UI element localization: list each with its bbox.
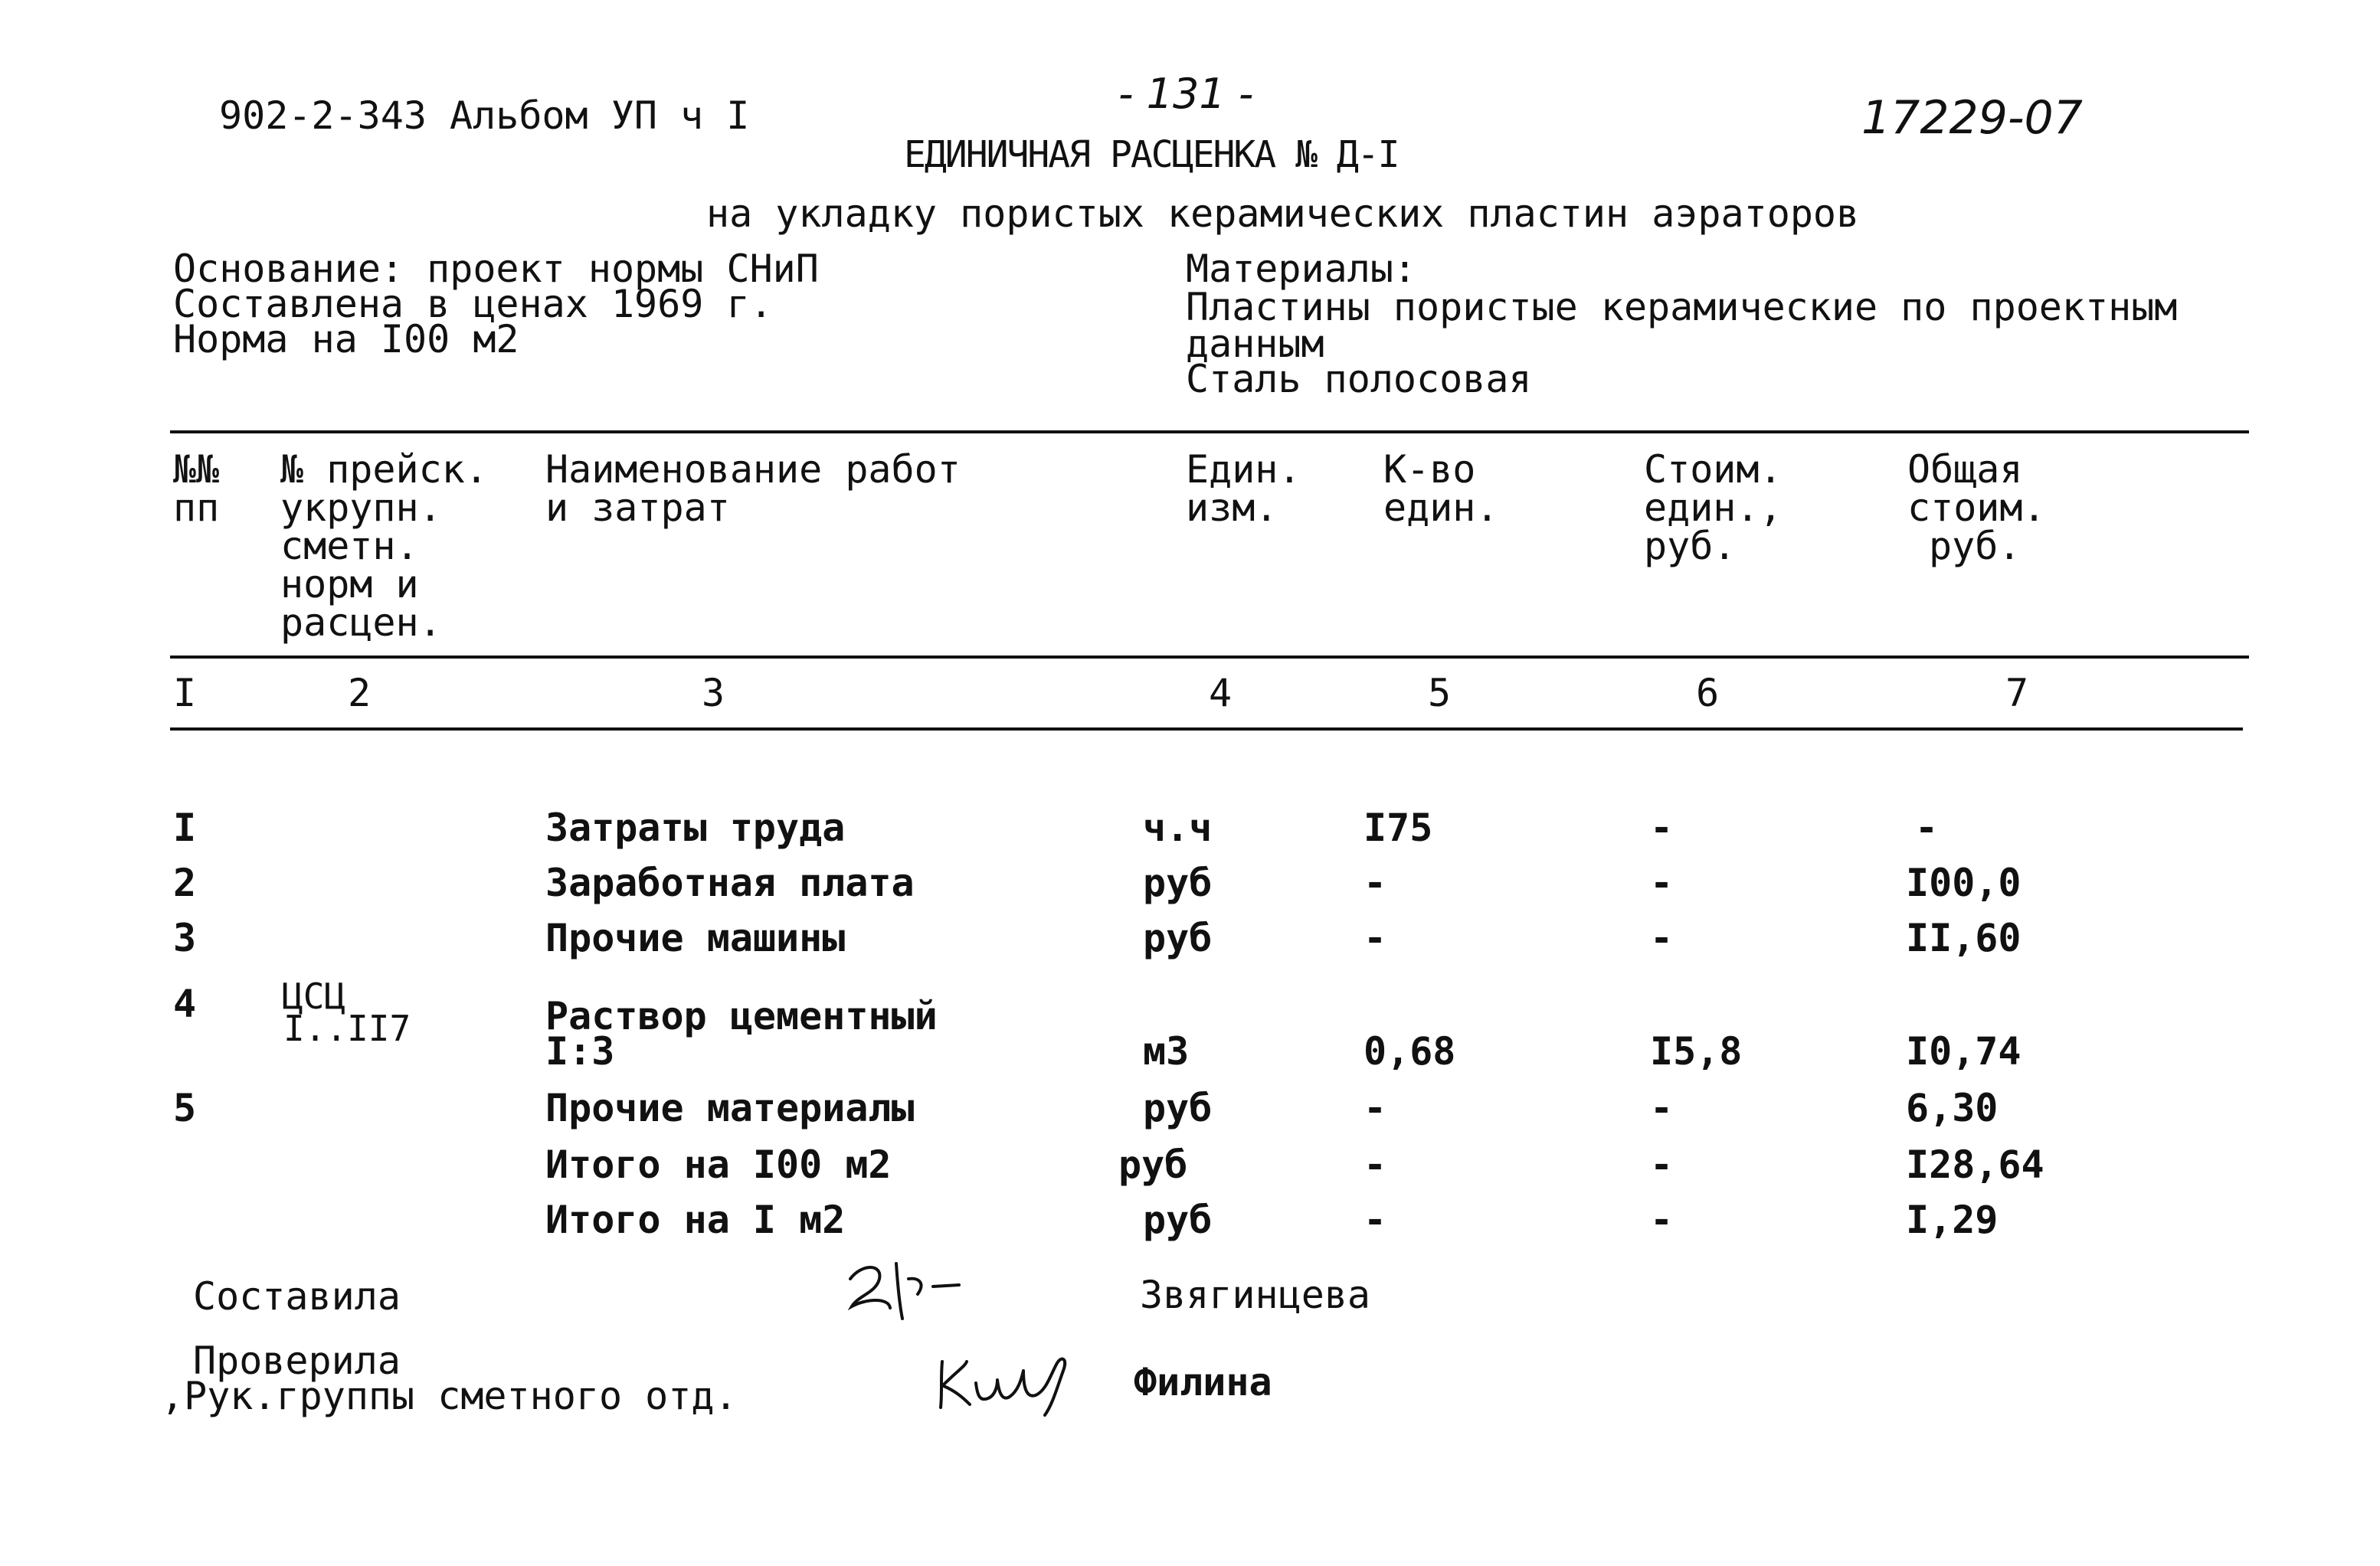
row-name: Раствор цементный	[545, 994, 938, 1038]
row-total: -	[1915, 806, 1939, 850]
row-name: Затраты труда	[545, 806, 846, 850]
materials-line-2: Пластины пористые керамические по проектным	[1186, 285, 2178, 329]
row-total: I,29	[1906, 1198, 1999, 1242]
compiled-signature	[835, 1233, 973, 1332]
column-number-5: 5	[1428, 671, 1452, 715]
row-number: 3	[173, 916, 197, 960]
compiled-by-name: Звягинцева	[1140, 1273, 1371, 1317]
album-code: 902-2-343 Альбом УП ч I	[219, 93, 750, 138]
row-total: I0,74	[1906, 1029, 2022, 1074]
row-total: I28,64	[1906, 1143, 2044, 1187]
basis-line-3: Норма на I00 м2	[173, 317, 519, 361]
row-unit-price: -	[1650, 1086, 1674, 1130]
row-unit-price: -	[1650, 806, 1674, 850]
table-header-rule	[170, 655, 2249, 659]
row-unit-price: I5,8	[1650, 1029, 1743, 1074]
table-number-rule	[170, 727, 2243, 731]
row-quantity: -	[1364, 916, 1387, 960]
row-quantity: -	[1364, 1198, 1387, 1242]
row-unit-price: -	[1650, 916, 1674, 960]
materials-line-3: данным	[1186, 322, 1324, 366]
row-name: Прочие материалы	[545, 1086, 915, 1130]
row-number: I	[173, 806, 197, 850]
row-quantity: -	[1364, 1143, 1387, 1187]
compiled-by-label: Составила	[193, 1274, 401, 1319]
row-name-detail: I:3	[545, 1029, 615, 1074]
row-number: 2	[173, 861, 197, 905]
row-unit-price: -	[1650, 1143, 1674, 1187]
row-unit: руб	[1118, 1143, 1188, 1187]
row-total: II,60	[1906, 916, 2022, 960]
document-number: 17229-07	[1861, 91, 2083, 145]
column-number-7: 7	[2005, 671, 2029, 715]
row-number: 4	[173, 982, 197, 1026]
row-quantity: -	[1364, 861, 1387, 905]
materials-line-1: Материалы:	[1186, 247, 1417, 291]
row-unit: м3	[1143, 1029, 1190, 1074]
checked-signature	[931, 1340, 1100, 1424]
row-unit: руб	[1143, 1086, 1213, 1130]
row-name: Заработная плата	[545, 861, 915, 905]
materials-line-4: Сталь полосовая	[1186, 357, 1532, 401]
basis-line-2: Составлена в ценах 1969 г.	[173, 282, 773, 326]
checked-by-label: Проверила	[193, 1339, 401, 1383]
row-price-reference: ЦСЦ	[282, 976, 346, 1017]
row-unit: руб	[1143, 1198, 1213, 1242]
row-total: 6,30	[1906, 1086, 1999, 1130]
document-title: ЕДИНИЧНАЯ РАСЦЕНКА № Д-I	[904, 133, 1399, 176]
basis-line-1: Основание: проект нормы СНиП	[173, 247, 819, 291]
column-number-2: 2	[348, 671, 372, 715]
row-name: Итого на I м2	[545, 1198, 846, 1242]
table-top-rule	[170, 430, 2249, 433]
column-number-3: 3	[702, 671, 725, 715]
row-unit: ч.ч	[1143, 806, 1213, 850]
row-total: I00,0	[1906, 861, 2022, 905]
row-unit: руб	[1143, 861, 1213, 905]
column-number-4: 4	[1209, 671, 1233, 715]
row-number: 5	[173, 1086, 197, 1130]
checked-by-name: Филина	[1134, 1360, 1272, 1404]
page-number: - 131 -	[1118, 70, 1254, 118]
row-price-reference-detail: I..II7	[283, 1008, 411, 1049]
row-name: Прочие машины	[545, 916, 846, 960]
row-unit-price: -	[1650, 861, 1674, 905]
row-unit-price: -	[1650, 1198, 1674, 1242]
row-name: Итого на I00 м2	[545, 1143, 892, 1187]
column-number-1: I	[173, 671, 197, 715]
row-quantity: I75	[1364, 806, 1433, 850]
group-lead-label: ,Рук.группы сметного отд.	[161, 1374, 738, 1418]
document-subtitle: на укладку пористых керамических пластин аэраторов	[706, 191, 1860, 236]
row-quantity: 0,68	[1364, 1029, 1456, 1074]
column-number-6: 6	[1696, 671, 1720, 715]
row-quantity: -	[1364, 1086, 1387, 1130]
row-unit: руб	[1143, 916, 1213, 960]
